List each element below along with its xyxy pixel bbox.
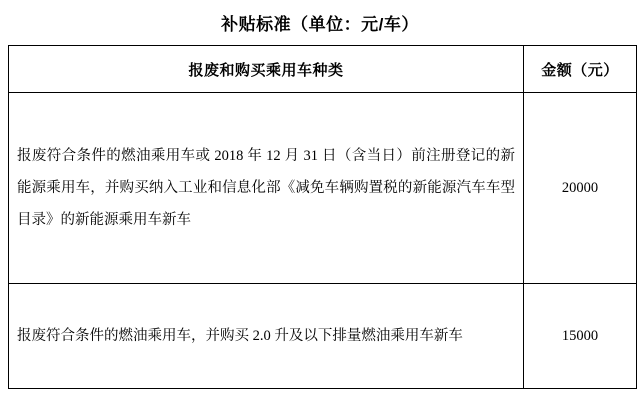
cell-vehicle-kind: 报废符合条件的燃油乘用车，并购买 2.0 升及以下排量燃油乘用车新车	[9, 284, 524, 389]
column-header-vehicle-kind: 报废和购买乘用车种类	[9, 46, 524, 93]
table-container	[8, 45, 632, 389]
page-title: 补贴标准（单位：元/车）	[221, 15, 419, 34]
cell-amount: 20000	[524, 93, 637, 284]
table-header-row	[9, 46, 637, 93]
table-header	[9, 46, 637, 93]
cell-vehicle-kind: 报废符合条件的燃油乘用车或 2018 年 12 月 31 日（含当日）前注册登记的新能源乘用车，并购买纳入工业和信息化部《减免车辆购置税的新能源汽车车型目录》的新能源乘用车新车	[9, 93, 524, 284]
table-body	[9, 93, 637, 389]
column-header-amount: 金额（元）	[524, 46, 637, 93]
table-row	[9, 93, 637, 284]
subsidy-standard-table	[8, 45, 637, 389]
table-row	[9, 284, 637, 389]
cell-amount: 15000	[524, 284, 637, 389]
